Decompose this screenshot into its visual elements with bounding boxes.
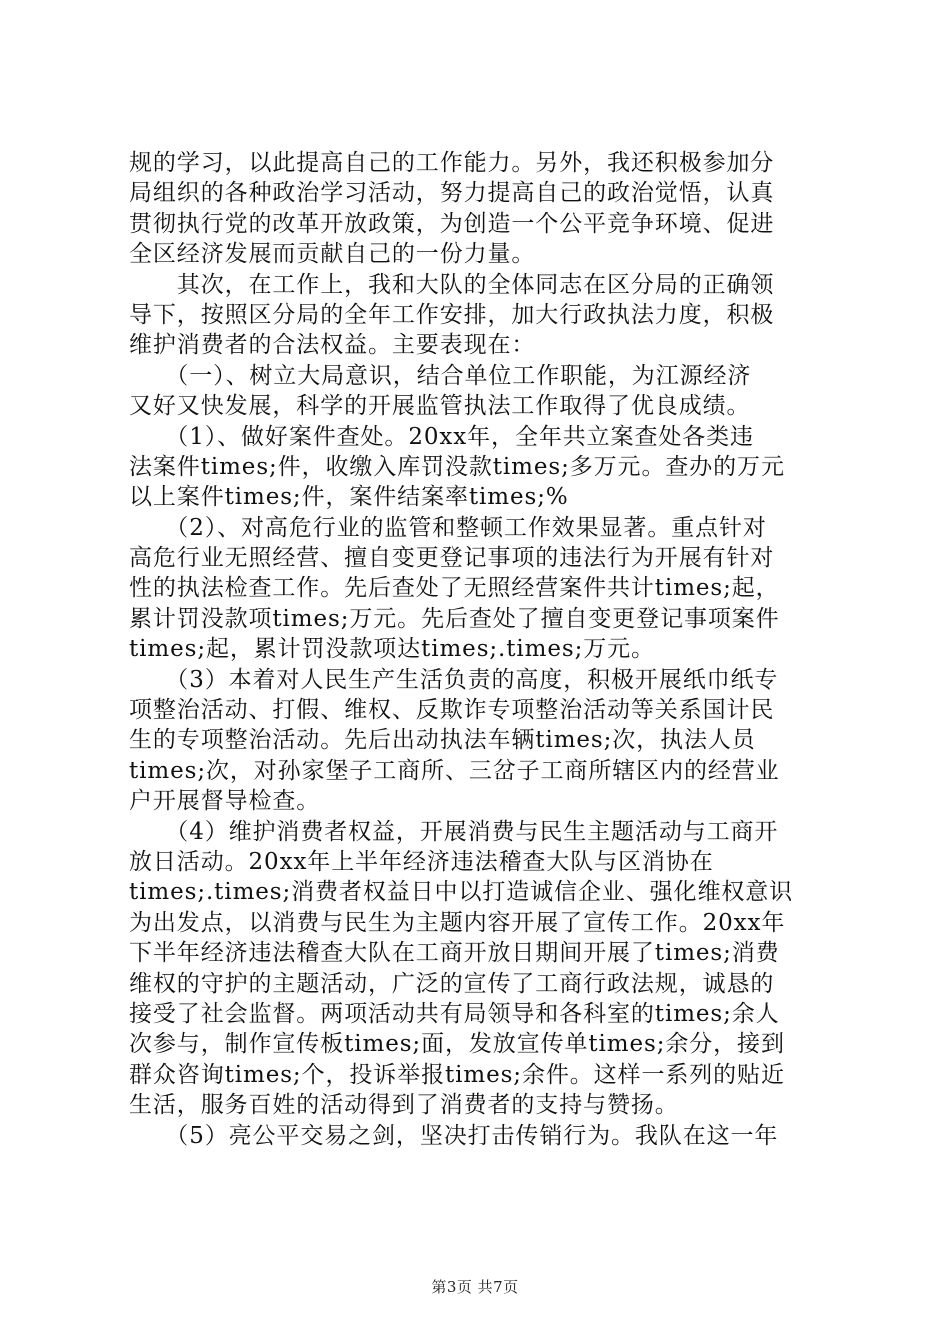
text-line: （2）、对高危行业的监管和整顿工作效果显著。重点针对 [129, 514, 767, 541]
text-line: 维权的守护的主题活动，广泛的宣传了工商行政法规，诚恳的 [129, 970, 775, 997]
text-line: times;起，累计罚没款项达times;.times;万元。 [129, 636, 655, 663]
text-line: 贯彻执行党的改革开放政策，为创造一个公平竞争环境、促进 [129, 210, 775, 237]
text-line: 生活，服务百姓的活动得到了消费者的支持与赞扬。 [129, 1092, 679, 1119]
text-line: 项整治活动、打假、维权、反欺诈专项整治活动等关系国计民 [129, 697, 775, 724]
text-line: 接受了社会监督。两项活动共有局领导和各科室的times;余人 [129, 1000, 780, 1027]
text-line: 其次，在工作上，我和大队的全体同志在区分局的正确领 [129, 271, 775, 298]
text-line: 生的专项整治活动。先后出动执法车辆times;次，执法人员 [129, 727, 756, 754]
text-line: 群众咨询times;个，投诉举报times;余件。这样一系列的贴近 [129, 1061, 785, 1088]
text-line: 性的执法检查工作。先后查处了无照经营案件共计times;起， [129, 575, 780, 602]
text-line: 放日活动。20xx年上半年经济违法稽查大队与区消协在 [129, 848, 714, 875]
text-line: 全区经济发展而贡献自己的一份力量。 [129, 241, 536, 268]
text-line: 维护消费者的合法权益。主要表现在： [129, 332, 536, 359]
text-line: （4）维护消费者权益，开展消费与民生主题活动与工商开 [129, 818, 779, 845]
text-line: 高危行业无照经营、擅自变更登记事项的违法行为开展有针对 [129, 545, 775, 572]
text-line: 局组织的各种政治学习活动，努力提高自己的政治觉悟，认真 [129, 180, 775, 207]
text-line: （5）亮公平交易之剑，坚决打击传销行为。我队在这一年 [129, 1122, 779, 1149]
text-line: 又好又快发展，科学的开展监管执法工作取得了优良成绩。 [129, 393, 751, 420]
text-line: 导下，按照区分局的全年工作安排，加大行政执法力度，积极 [129, 301, 775, 328]
text-line: （3）本着对人民生产生活负责的高度，积极开展纸巾纸专 [129, 666, 779, 693]
page-footer: 第3页 共7页 [431, 1278, 519, 1296]
text-line: times;.times;消费者权益日中以打造诚信企业、强化维权意识 [129, 879, 794, 906]
text-line: （1）、做好案件查处。20xx年，全年共立案查处各类违 [129, 423, 754, 450]
text-line: 以上案件times;件，案件结案率times;% [129, 484, 569, 511]
text-line: 规的学习，以此提高自己的工作能力。另外，我还积极参加分 [129, 150, 775, 176]
text-line: 户开展督导检查。 [129, 788, 321, 815]
text-line: 累计罚没款项times;万元。先后查处了擅自变更登记事项案件 [129, 605, 780, 632]
text-line: （一）、树立大局意识，结合单位工作职能，为江源经济 [129, 362, 752, 389]
text-line: 次参与，制作宣传板times;面，发放宣传单times;余分，接到 [129, 1031, 785, 1058]
text-line: 下半年经济违法稽查大队在工商开放日期间开展了times;消费 [129, 940, 780, 967]
document-body [129, 148, 829, 1151]
text-line: times;次，对孙家堡子工商所、三岔子工商所辖区内的经营业 [129, 757, 780, 784]
text-line: 为出发点，以消费与民生为主题内容开展了宣传工作。20xx年 [129, 909, 786, 936]
text-line: 法案件times;件，收缴入库罚没款times;多万元。查办的万元 [129, 453, 785, 480]
